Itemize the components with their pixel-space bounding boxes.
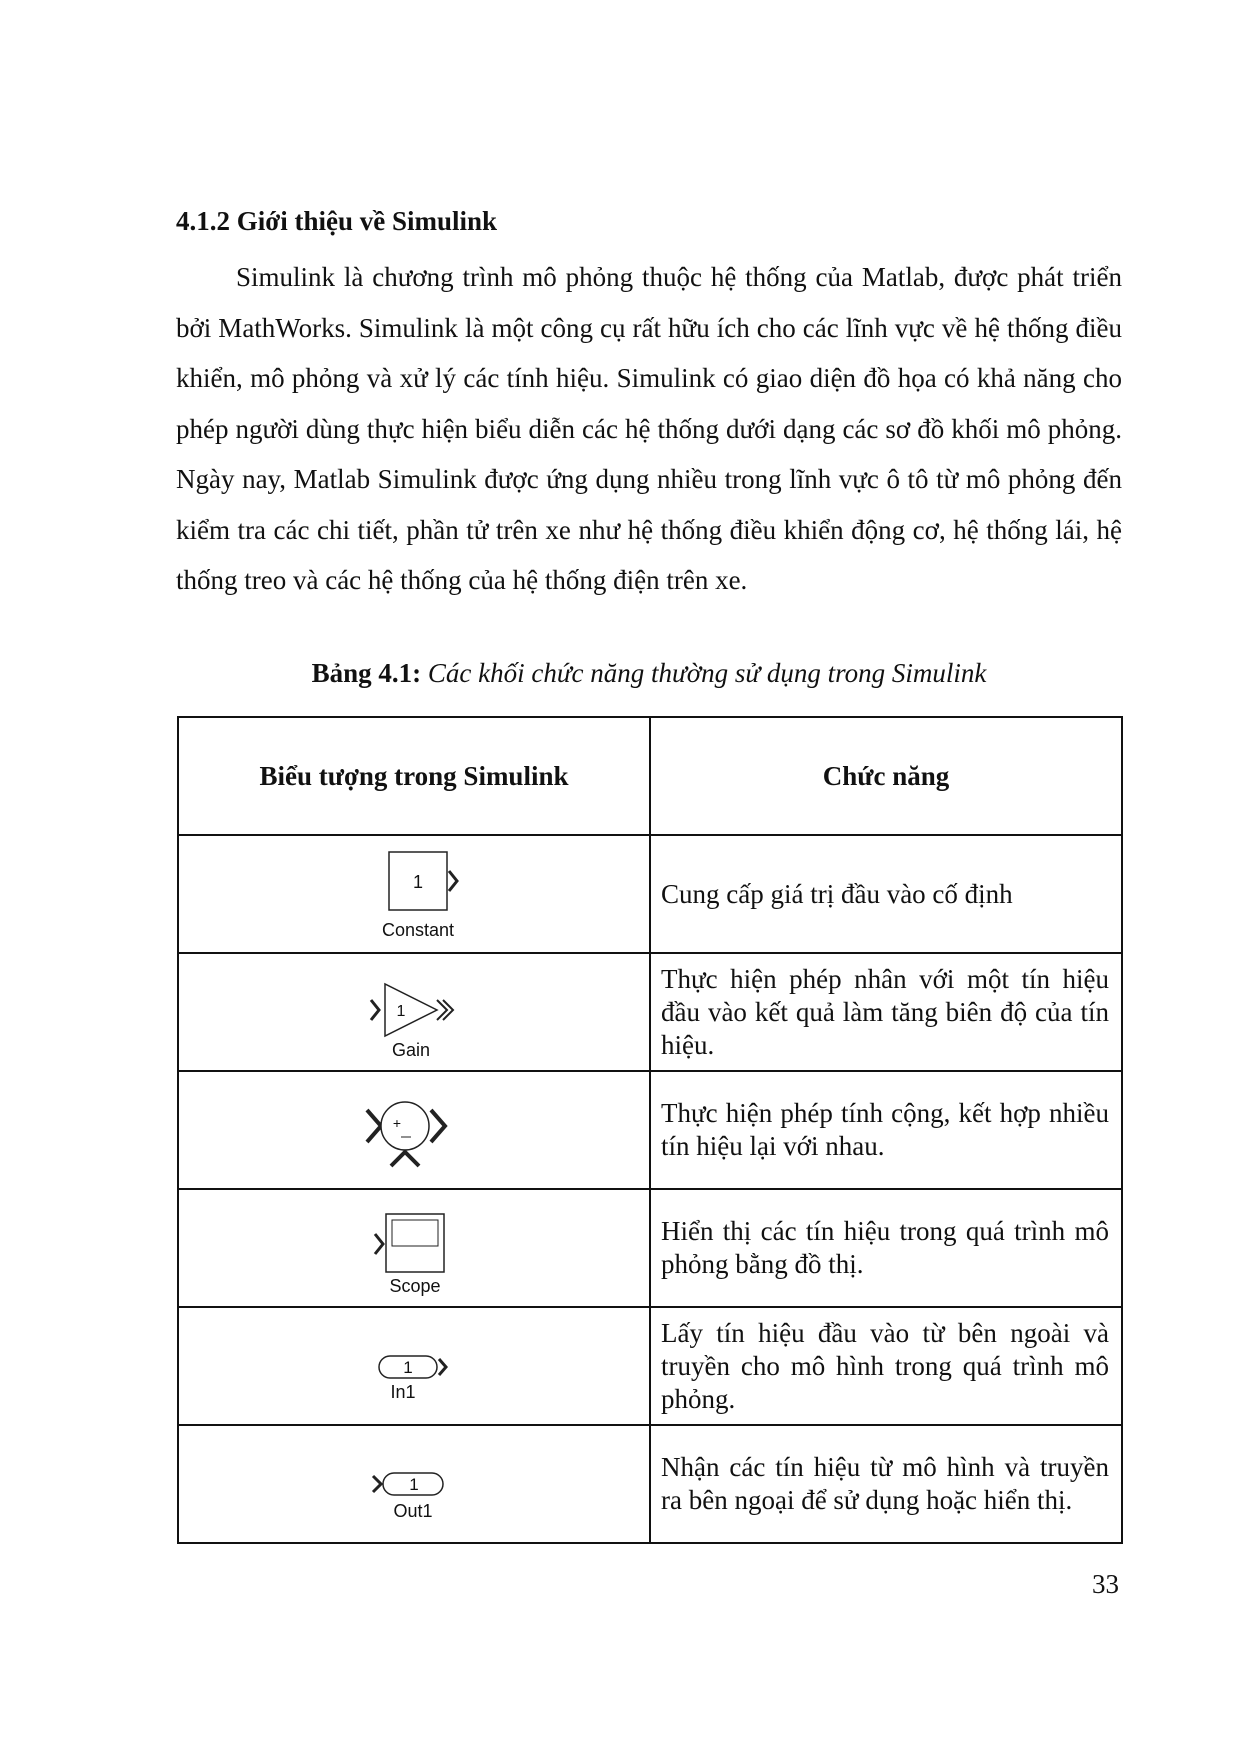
sum-block-sign: +	[392, 1115, 402, 1131]
table-row	[178, 1189, 1122, 1307]
inport-block-label: In1	[390, 1382, 416, 1402]
table-row	[178, 835, 1122, 953]
gain-block-label: Gain	[391, 1040, 431, 1060]
page-number: 33	[1092, 1569, 1119, 1599]
function-description: Lấy tín hiệu đầu vào từ bên ngoài và truyền cho mô hình trong quá trình mô phỏng.	[650, 1307, 1122, 1425]
constant-block-label: Constant	[381, 920, 455, 940]
simulink-blocks-table	[177, 716, 1123, 1544]
constant-block-icon	[359, 844, 469, 944]
outport-block-label: Out1	[393, 1501, 433, 1521]
function-description: Hiển thị các tín hiệu trong quá trình mô phỏng bằng đồ thị.	[650, 1189, 1122, 1307]
inport-block-value: 1	[403, 1358, 413, 1377]
table-caption-text: Các khối chức năng thường sử dụng trong Simulink	[427, 658, 987, 688]
function-description: Nhận các tín hiệu từ mô hình và truyền ra bên ngoại để sử dụng hoặc hiển thị.	[650, 1425, 1122, 1543]
symbol-cell	[178, 1071, 650, 1189]
symbol-cell	[178, 1307, 650, 1425]
constant-block-value: 1	[412, 872, 424, 892]
symbol-cell	[178, 1425, 650, 1543]
symbol-cell	[178, 835, 650, 953]
table-row	[178, 953, 1122, 1071]
symbol-cell	[178, 1189, 650, 1307]
function-description: Thực hiện phép nhân với một tín hiệu đầu vào kết quả làm tăng biên độ của tín hiệu.	[650, 953, 1122, 1071]
table-caption	[176, 658, 1122, 689]
gain-block-icon	[359, 962, 469, 1062]
function-description: Cung cấp giá trị đầu vào cố định	[650, 835, 1122, 953]
table-row	[178, 1307, 1122, 1425]
function-description: Thực hiện phép tính cộng, kết hợp nhiều tín hiệu lại với nhau.	[650, 1071, 1122, 1189]
symbol-cell	[178, 953, 650, 1071]
header-icon-column: Biểu tượng trong Simulink	[178, 717, 650, 835]
sum-block-icon	[359, 1080, 469, 1180]
table-row	[178, 1071, 1122, 1189]
outport-block-icon	[359, 1434, 469, 1534]
table-row	[178, 1425, 1122, 1543]
header-function-column: Chức năng	[650, 717, 1122, 835]
section-heading: 4.1.2 Giới thiệu về Simulink	[176, 206, 498, 236]
scope-block-icon	[359, 1198, 469, 1298]
table-header-row	[178, 717, 1122, 835]
intro-paragraph: Simulink là chương trình mô phỏng thuộc hệ thống của Matlab, được phát triển bởi MathWorks. Simulink là một công cụ rất hữu ích cho các lĩnh vực về hệ thống điều khiển, mô phỏng và xử lý các tính hiệu. Simulink có giao diện đồ họa có khả năng cho phép người dùng thực hiện biểu diễn các hệ thống dưới dạng các sơ đồ khối mô phỏng. Ngày nay, Matlab Simulink được ứng dụng nhiều trong lĩnh vực ô tô từ mô phỏng đến kiểm tra các chi tiết, phần tử trên xe như hệ thống điều khiển động cơ, hệ thống lái, hệ thống treo và các hệ thống của hệ thống điện trên xe.	[176, 262, 1122, 595]
inport-block-icon	[359, 1316, 469, 1416]
table-caption-label: Bảng 4.1:	[311, 658, 422, 688]
outport-block-value: 1	[409, 1475, 419, 1494]
gain-block-value: 1	[396, 1003, 406, 1020]
scope-block-label: Scope	[389, 1276, 441, 1296]
